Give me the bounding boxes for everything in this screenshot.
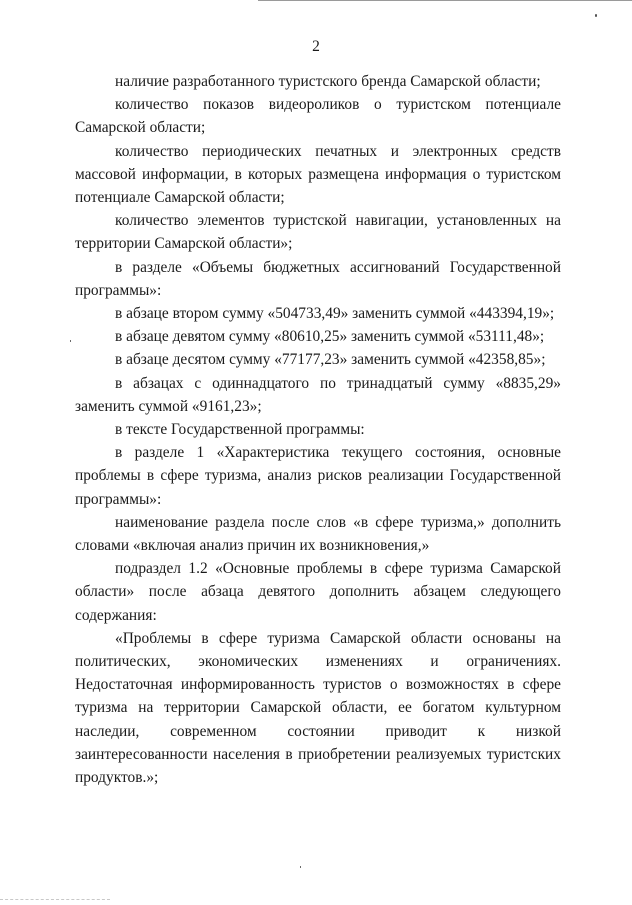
paragraph: в абзацах с одиннадцатого по тринадцатый сумму «8835,29» заменить суммой «9161,23»;: [75, 374, 561, 415]
paragraph: «Проблемы в сфере туризма Самарской области основаны на политических, экономических изменениях и ограничениях. Недостаточная информированность туристов о возможностях в сфере туризма на территории Самарской области, ее богатом культурном наследии, современном состоянии приводит к низкой заинтересованности населения в приобретении реализуемых туристских продуктов.»;: [75, 629, 561, 787]
page-number: 2: [312, 38, 320, 55]
scan-speck: [300, 866, 301, 868]
paragraph: количество периодических печатных и электронных средств массовой информации, в которых размещена информация о туристском потенциале Самарской области;: [75, 142, 561, 207]
document-body: [75, 70, 561, 789]
paragraph: в тексте Государственной программы:: [115, 421, 365, 439]
scan-speck: [595, 14, 597, 17]
paragraph: в разделе 1 «Характеристика текущего состояния, основные проблемы в сфере туризма, анализ рисков реализации Государственной программы»:: [75, 444, 561, 508]
paragraph: подраздел 1.2 «Основные проблемы в сфере туризма Самарской области» после абзаца девятого дополнить абзацем следующего содержания:: [75, 560, 561, 624]
paragraph: в абзаце втором сумму «504733,49» заменить суммой «443394,19»;: [115, 305, 555, 323]
scan-top-edge: [258, 0, 632, 1]
paragraph: наименование раздела после слов «в сфере туризма,» дополнить словами «включая анализ причин их возникновения,»: [75, 513, 561, 555]
scan-speck: [70, 340, 71, 342]
paragraph: наличие разработанного туристского бренда Самарской области;: [115, 73, 541, 90]
scan-bottom-edge: [0, 899, 110, 902]
paragraph: количество элементов туристской навигации, установленных на территории Самарской области»;: [75, 212, 561, 253]
paragraph: в разделе «Объемы бюджетных ассигнований Государственной программы»:: [75, 258, 561, 299]
paragraph: в абзаце девятом сумму «80610,25» заменить суммой «53111,48»;: [115, 328, 545, 346]
paragraph: в абзаце десятом сумму «77177,23» заменить суммой «42358,85»;: [115, 351, 546, 369]
paragraph: количество показов видеороликов о туристском потенциале Самарской области;: [75, 96, 561, 137]
